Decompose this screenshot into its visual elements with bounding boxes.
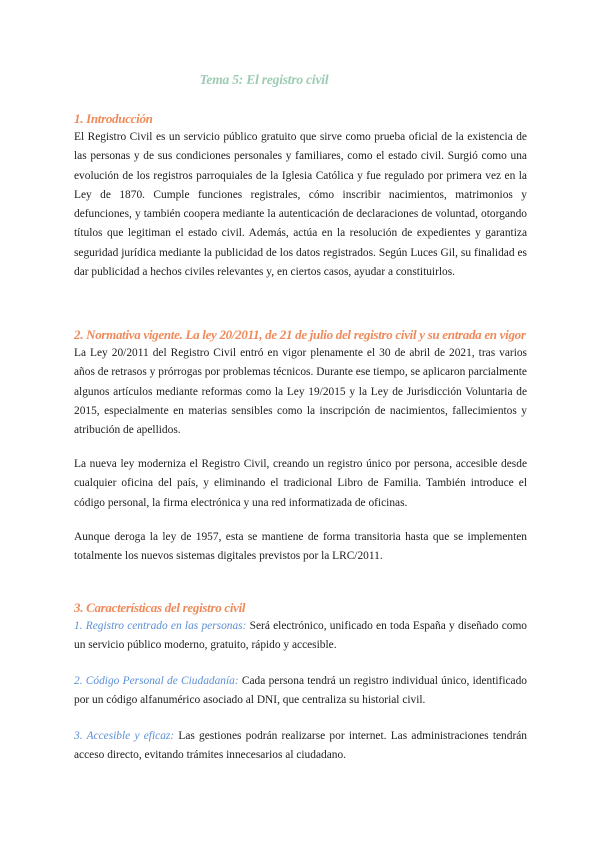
list-item: [74, 617, 527, 656]
section-paragraph: Aunque deroga la ley de 1957, esta se mantiene de forma transitoria hasta que se implementen totalmente los nuevos sistemas digitales previstos por la LRC/2011.: [74, 531, 527, 563]
document-title: Tema 5: El registro civil: [199, 72, 329, 87]
section-heading-normativa: 2. Normativa vigente. La ley 20/2011, de 21 de julio del registro civil y su entrada en vigor: [74, 327, 526, 342]
section-paragraph: La Ley 20/2011 del Registro Civil entró en vigor plenamente el 30 de abril de 2021, tras varios años de retrasos y prórrogas por problemas técnicos. Durante ese tiempo, se aplicaron parcialmente algunos artículos mediante reformas como la Ley 19/2015 y la Ley de Jurisdicción Voluntaria de 2015, especialmente en materias sensibles como la inscripción de nacimientos, fallecimientos y atribución de apellidos.: [74, 347, 527, 437]
list-item-text: Será electrónico, unificado en toda España y diseñado como un servicio público moderno, gratuito, rápido y accesible.: [74, 620, 528, 652]
list-item-text: Cada persona tendrá un registro individual único, identificado por un código alfanumérico asociado al DNI, que centraliza su historial civil.: [74, 675, 528, 707]
section-heading-introduccion: 1. Introducción: [74, 111, 153, 126]
section-paragraph: La nueva ley moderniza el Registro Civil, creando un registro único por persona, accesible desde cualquier oficina del país, y eliminando el tradicional Libro de Familia. También introduce el código personal, la firma electrónica y una red informatizada de oficinas.: [74, 458, 527, 509]
list-item: [74, 672, 527, 711]
list-item-label: 3. Accesible y eficaz:: [74, 730, 175, 742]
section-paragraph: El Registro Civil es un servicio público gratuito que sirve como prueba oficial de la existencia de las personas y de sus condiciones personales y familiares, como el estado civil. Surgió como una evolución de los registros parroquiales de la Iglesia Católica y fue regulado por primera vez en la Ley de 1870. Cumple funciones registrales, cómo inscribir nacimientos, matrimonios y defunciones, y también coopera mediante la autenticación de declaraciones de voluntad, otorgando títulos que legitiman el estado civil. Además, actúa en la resolución de expedientes y garantiza seguridad jurídica mediante la publicidad de los datos registrados. Según Luces Gil, su finalidad es dar publicidad a hechos civiles relevantes y, en ciertos casos, ayudar a constituirlos.: [74, 131, 527, 279]
list-item-label: 1. Registro centrado en las personas:: [74, 620, 247, 632]
list-item-text: Las gestiones podrán realizarse por internet. Las administraciones tendrán acceso directo, evitando trámites innecesarios al ciudadano.: [74, 730, 527, 762]
list-item-label: 2. Código Personal de Ciudadanía:: [74, 675, 239, 687]
section-heading-caracteristicas: 3. Características del registro civil: [74, 600, 246, 615]
list-item: [74, 727, 527, 766]
